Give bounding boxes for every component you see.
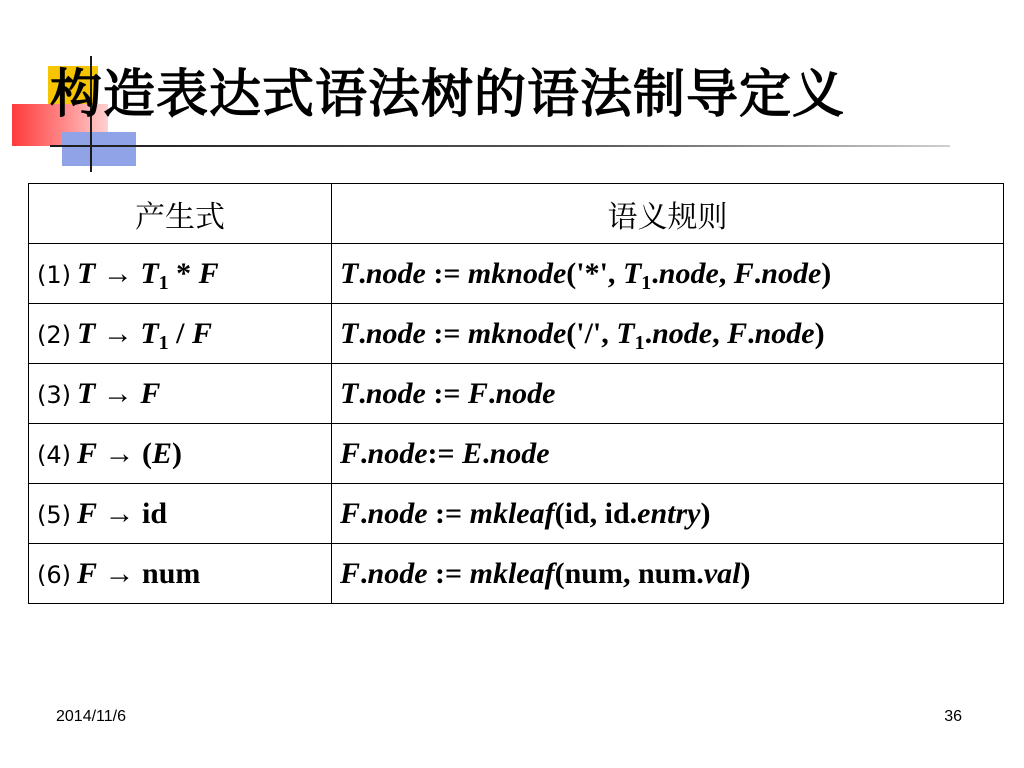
production-part: num <box>142 556 201 590</box>
rule-part: T <box>622 256 642 290</box>
table-row <box>29 544 1004 604</box>
rule-part: E <box>462 436 483 470</box>
rule-part: := <box>425 376 468 410</box>
production-cell <box>29 364 332 424</box>
production-part: ( <box>142 436 153 470</box>
table-row <box>29 484 1004 544</box>
rule-part: . <box>360 556 368 590</box>
rule-part: (num, num. <box>554 556 704 590</box>
rule-part: node <box>754 316 815 350</box>
production-part: F <box>198 256 219 290</box>
production-part: T <box>77 316 96 350</box>
production-part: * <box>168 256 199 290</box>
title-underline <box>50 145 950 147</box>
rule-part: T <box>340 376 359 410</box>
semantic-rule-cell <box>332 484 1004 544</box>
rule-part: . <box>360 496 368 530</box>
rule-part: (id, id. <box>554 496 638 530</box>
rule-part: T <box>340 316 359 350</box>
production-part: T <box>140 316 159 350</box>
production-cell <box>29 484 332 544</box>
production-part: F <box>77 556 98 590</box>
semantic-rule-cell <box>332 244 1004 304</box>
header-semantic-rule: 语义规则 <box>332 184 1004 244</box>
production-part: T <box>140 256 159 290</box>
rule-part: node <box>761 256 822 290</box>
production-part: F <box>140 376 161 410</box>
semantic-rule-cell <box>332 544 1004 604</box>
rule-part: . <box>358 256 366 290</box>
rule-part: ) <box>821 256 832 290</box>
production-cell <box>29 304 332 364</box>
rule-part: entry <box>637 496 701 530</box>
production-cell <box>29 544 332 604</box>
rule-part: . <box>360 436 368 470</box>
production-cell <box>29 424 332 484</box>
rule-part: node <box>495 376 556 410</box>
rule-part: node <box>365 256 426 290</box>
rule-part: F <box>727 316 748 350</box>
rule-part: node <box>367 556 428 590</box>
rule-part: mkleaf <box>469 496 555 530</box>
rule-part: ('/', <box>566 316 617 350</box>
rule-part: := <box>425 256 468 290</box>
rule-part: . <box>358 316 366 350</box>
subscript: 1 <box>634 331 645 354</box>
subscript: 1 <box>158 331 169 354</box>
slide-title: 构造表达式语法树的语法制导定义 <box>50 65 846 125</box>
rule-part: . <box>651 256 659 290</box>
rule-part: node <box>489 436 550 470</box>
rule-part: F <box>340 556 361 590</box>
rule-part: F <box>467 376 488 410</box>
semantic-rule-cell <box>332 304 1004 364</box>
decor-blue-square <box>62 132 136 166</box>
rule-part: mknode <box>467 256 567 290</box>
page-number: 36 <box>944 708 962 725</box>
row-number: (2) <box>37 320 71 349</box>
rule-part: := <box>425 316 468 350</box>
rule-part: . <box>747 316 755 350</box>
production-part: → <box>95 256 141 290</box>
rule-part: mkleaf <box>469 556 555 590</box>
production-part: → <box>95 316 141 350</box>
table-row <box>29 244 1004 304</box>
production-cell <box>29 244 332 304</box>
production-part: E <box>152 436 173 470</box>
row-number: (3) <box>37 380 71 409</box>
rule-part: , <box>718 256 734 290</box>
table-row <box>29 364 1004 424</box>
rule-part: F <box>340 496 361 530</box>
rule-part: := <box>427 436 463 470</box>
rule-part: node <box>365 376 426 410</box>
production-part: T <box>77 376 96 410</box>
rule-part: . <box>482 436 490 470</box>
row-number: (1) <box>37 260 71 289</box>
semantic-rule-cell <box>332 424 1004 484</box>
production-part: / <box>168 316 192 350</box>
production-part: → <box>97 496 143 530</box>
rule-part: F <box>733 256 754 290</box>
rule-part: ('*', <box>566 256 623 290</box>
production-part: F <box>192 316 213 350</box>
table-row <box>29 304 1004 364</box>
rule-part: . <box>644 316 653 350</box>
rule-part: mknode <box>467 316 567 350</box>
rule-part: := <box>427 556 470 590</box>
row-number: (6) <box>37 560 71 589</box>
rule-part: . <box>753 256 762 290</box>
production-part: F <box>77 496 98 530</box>
production-part: → <box>95 376 141 410</box>
production-part: → <box>97 556 143 590</box>
rule-part: node <box>367 436 428 470</box>
rule-part: , <box>712 316 728 350</box>
rule-part: . <box>487 376 496 410</box>
rule-part: val <box>703 556 741 590</box>
row-number: (5) <box>37 500 71 529</box>
rule-part: node <box>365 316 426 350</box>
rule-part: ) <box>740 556 751 590</box>
rule-part: F <box>340 436 361 470</box>
rule-part: node <box>658 256 719 290</box>
semantic-rule-cell <box>332 364 1004 424</box>
row-number: (4) <box>37 440 71 469</box>
header-production: 产生式 <box>29 184 332 244</box>
subscript: 1 <box>641 271 652 294</box>
production-part: T <box>77 256 96 290</box>
sdd-table <box>28 183 1004 604</box>
table-row <box>29 424 1004 484</box>
rule-part: ) <box>814 316 825 350</box>
rule-part: node <box>652 316 713 350</box>
production-part: id <box>142 496 168 530</box>
production-part: → <box>97 436 143 470</box>
rule-part: node <box>367 496 428 530</box>
rule-part: T <box>616 316 635 350</box>
production-part: F <box>77 436 98 470</box>
footer-date: 2014/11/6 <box>56 708 126 725</box>
rule-part: := <box>427 496 470 530</box>
rule-part: . <box>358 376 366 410</box>
rule-part: T <box>340 256 359 290</box>
production-part: ) <box>172 436 183 470</box>
rule-part: ) <box>700 496 711 530</box>
subscript: 1 <box>158 271 169 294</box>
table-header-row <box>29 184 1004 244</box>
